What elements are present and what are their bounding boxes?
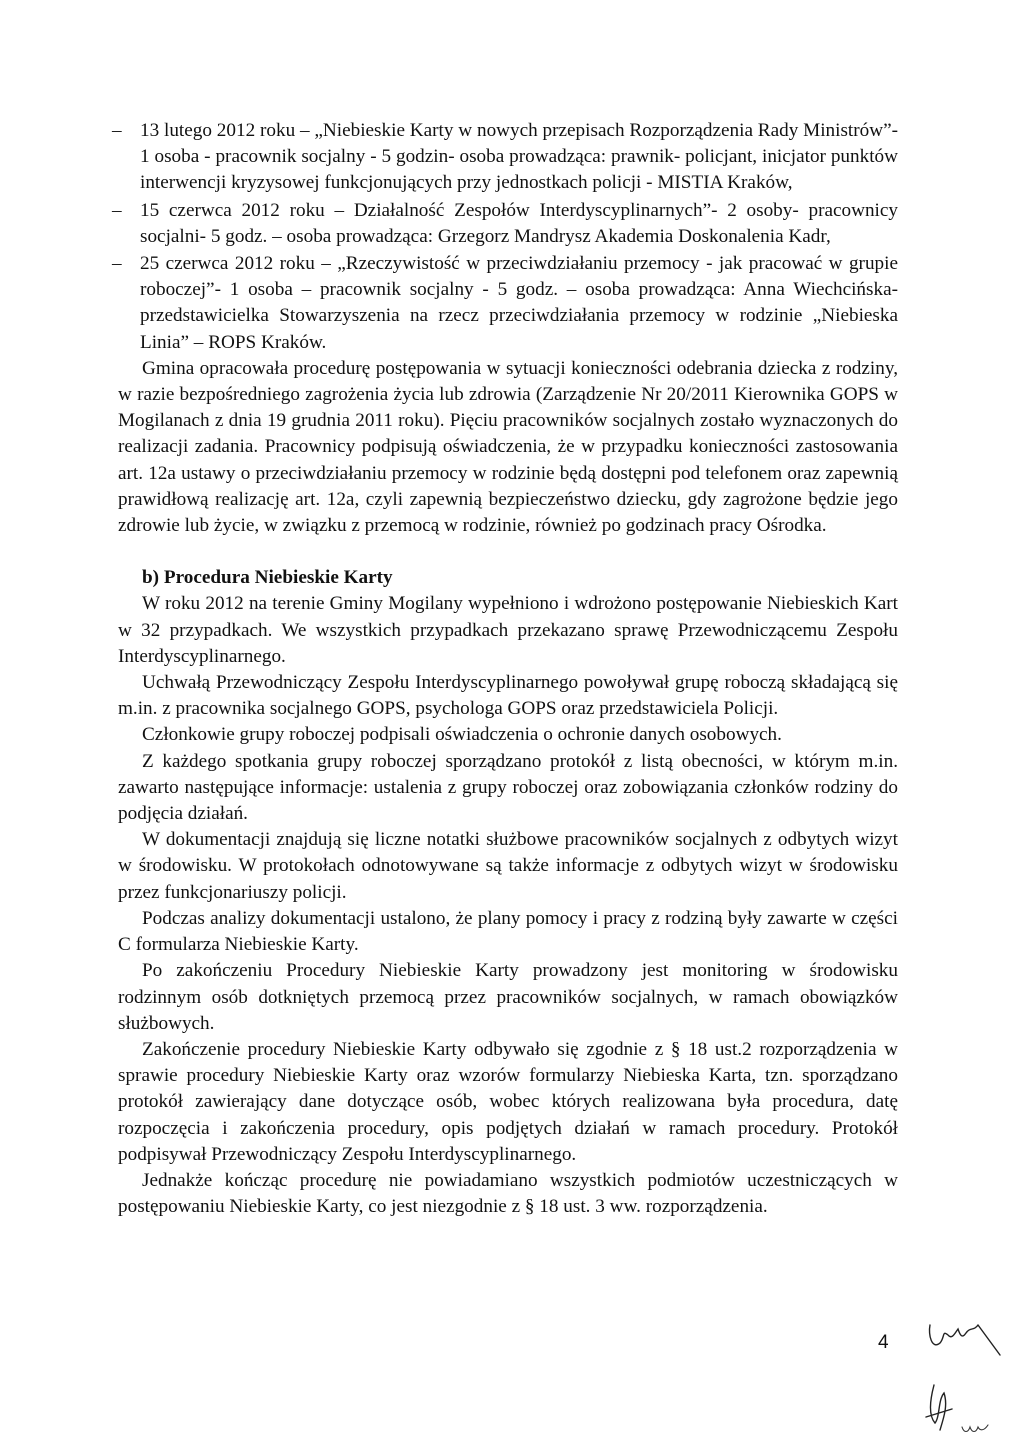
section-paragraph: Członkowie grupy roboczej podpisali oświadczenia o ochronie danych osobowych. xyxy=(142,724,782,746)
section-paragraph: Jednakże kończąc procedurę nie powiadamiano wszystkich podmiotów uczestniczących w postępowaniu Niebieskie Karty, co jest niezgodnie z § 18 ust. 3 ww. rozporządzenia. xyxy=(118,1169,898,1218)
list-item: – 13 lutego 2012 roku – „Niebieskie Karty w nowych przepisach Rozporządzenia Rady Ministrów”- 1 osoba - pracownik socjalny - 5 godzin- osoba prowadząca: prawnik- policjant, inicjator punktów interwencji kryzysowej funkcjonujących przy jednostkach policji - MISTIA Kraków, xyxy=(118,118,898,197)
spacer xyxy=(118,539,898,565)
list-item: – 25 czerwca 2012 roku – „Rzeczywistość w przeciwdziałaniu przemocy - jak pracować w grupie roboczej”- 1 osoba – pracownik socjalny - 5 godz. – osoba prowadząca: Anna Wiechcińska- przedstawicielka Stowarzyszenia na rzecz przeciwdziałania przemocy w rodzinie „Niebieska Linia” – ROPS Kraków. xyxy=(118,251,898,356)
handwritten-initials xyxy=(900,1305,1010,1445)
section-paragraph: Uchwałą Przewodniczący Zespołu Interdyscyplinarnego powoływał grupę roboczą składającą się m.in. z pracownika socjalnego GOPS, psychologa GOPS oraz przedstawiciela Policji. xyxy=(118,672,898,720)
section-paragraph: Po zakończeniu Procedury Niebieskie Karty prowadzony jest monitoring w środowisku rodzinnym osób dotkniętych przemocą przez pracowników socjalnych, w ramach obowiązków służbowych. xyxy=(118,960,898,1034)
section-paragraph: Zakończenie procedury Niebieskie Karty odbywało się zgodnie z § 18 ust.2 rozporządzenia w sprawie procedury Niebieskie Karty oraz wzorów formularzy Niebieska Karta, tzn. sporządzano protokół zawierający dane dotyczące osób, wobec których realizowana była procedura, datę rozpoczęcia i zakończenia procedury, opis podjętych działań w ramach procedury. Protokół podpisywał Przewodniczący Zespołu Interdyscyplinarnego. xyxy=(118,1038,898,1165)
section-paragraph: Podczas analizy dokumentacji ustalono, że plany pomocy i pracy z rodziną były zawarte w części C formularza Niebieskie Karty. xyxy=(118,907,898,956)
signature-stroke xyxy=(962,1425,988,1432)
signature-stroke xyxy=(926,1385,952,1430)
section-paragraph: W roku 2012 na terenie Gminy Mogilany wypełniono i wdrożono postępowanie Niebieskich Kart w 32 przypadkach. We wszystkich przypadkach przekazano sprawę Przewodniczącemu Zespołu Interdyscyplinarnego. xyxy=(118,593,898,667)
page-number: 4 xyxy=(878,1332,889,1353)
section-heading: b) Procedura Niebieskie Karty xyxy=(142,567,393,589)
procedure-paragraph: Gmina opracowała procedurę postępowania w sytuacji konieczności odebrania dziecka z rodziny, w razie bezpośredniego zagrożenia życia lub zdrowia (Zarządzenie Nr 20/2011 Kierownika GOPS w Mogilanach z dnia 19 grudnia 2011 roku). Pięciu pracowników socjalnych zostało wyznaczonych do realizacji zadania. Pracownicy podpisują oświadczenia, że w przypadku konieczności zastosowania art. 12a ustawy o przeciwdziałaniu przemocy w rodzinie będą dostępni pod telefonem oraz zapewnią prawidłową realizację art. 12a, czyli zapewnią bezpieczeństwo dziecku, gdy zagrożone będzie jego zdrowie lub życie, w związku z przemocą w rodzinie, również po godzinach pracy Ośrodka. xyxy=(118,357,898,537)
signature-stroke xyxy=(929,1325,1000,1355)
list-item: – 15 czerwca 2012 roku – Działalność Zespołów Interdyscyplinarnych”- 2 osoby- pracownicy socjalni- 5 godz. – osoba prowadząca: Grzegorz Mandrysz Akademia Doskonalenia Kadr, xyxy=(118,198,898,250)
training-list xyxy=(118,118,898,356)
page-content xyxy=(118,118,898,1220)
section-paragraph: W dokumentacji znajdują się liczne notatki służbowe pracowników socjalnych z odbytych wizyt w środowisku. W protokołach odnotowywane są także informacje z odbytych wizyt w środowisku przez funkcjonariuszy policji. xyxy=(118,829,898,903)
section-paragraph: Z każdego spotkania grupy roboczej sporządzano protokół z listą obecności, w którym m.in. zawarto następujące informacje: ustalenia z grupy roboczej oraz zobowiązania członków rodziny do podjęcia działań. xyxy=(118,750,898,825)
